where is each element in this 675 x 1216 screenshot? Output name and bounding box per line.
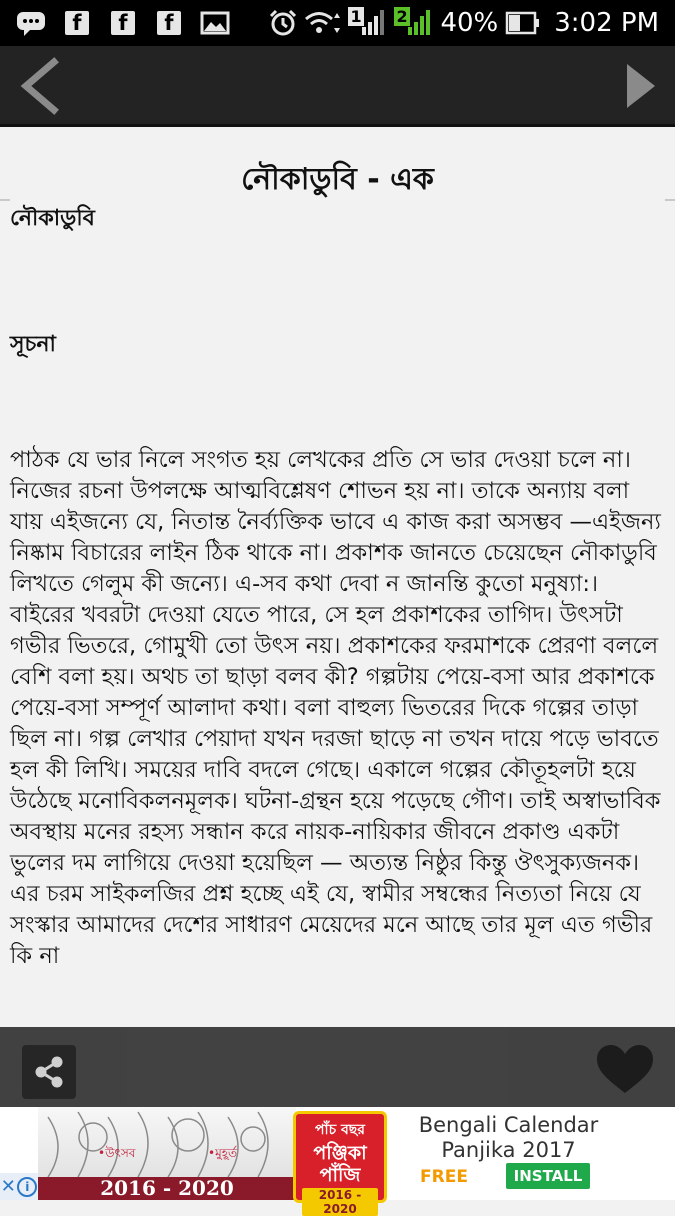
book-name: নৌকাডুবি: [10, 206, 95, 231]
ad-cta-row: [420, 1163, 620, 1191]
sim2-label: 2: [396, 7, 408, 26]
battery-icon: [508, 9, 538, 37]
share-button[interactable]: [22, 1045, 76, 1099]
book-cover-line: 2016 - 2020: [302, 1188, 378, 1216]
ad-choices[interactable]: [0, 1173, 38, 1200]
ad-book-cover: [293, 1111, 387, 1216]
ad-banner[interactable]: [0, 1107, 675, 1216]
system-indicators: [268, 8, 675, 38]
sim1-label: 1: [350, 7, 362, 26]
book-cover-line: পাঁচ বছর: [315, 1122, 365, 1138]
body-text: পাঠক যে ভার নিলে সংগত হয় লেখকের প্রতি সে ভার দেওয়া চলে না। নিজের রচনা উপলক্ষে আত্মবিশ্লেষণ শোভন হয় না। তাকে অন্যায় বলা যায় এইজন্যে যে, নিতান্ত নৈর্ব্যক্তিক ভাবে এ কাজ করা অসম্ভব —এইজন্য নিষ্কাম বিচারের লাইন ঠিক থাকে না। প্রকাশক জানতে চেয়েছেন নৌকাডুবি লিখতে গেলুম কী জন্যে। এ-সব কথা দেবা ন জানন্তি কুতো মনুষ্যা:। বাইরের খবরটা দেওয়া যেতে পারে, সে হল প্রকাশকের তাগিদ। উৎসটা গভীর ভিতরে, গোমুখী তো উৎস নয়। প্রকাশকের ফরমাশকে প্রেরণা বললে বেশি বলা হয়। অথচ তা ছাড়া বলব কী? গল্পটায় পেয়ে-বসা আর প্রকাশকে পেয়ে-বসা সম্পূর্ণ আলাদা কথা। বলা বাহুল্য ভিতরের দিকে গল্পের তাড়া ছিল না। গল্প লেখার পেয়াদা যখন দরজা ছাড়ে না তখন দায়ে পড়ে ভাবতে হল কী লিখি। সময়ের দাবি বদলে গেছে। একালে গল্পের কৌতূহলটা হয়ে উঠেছে মনোবিকলনমূলক। ঘটনা-গ্রন্থন হয়ে পড়েছে গৌণ। তাই অস্বাভাবিক অবস্থায় মনের রহস্য সন্ধান করে নায়ক-নায়িকার জীবনে প্রকাণ্ড একটা ভুলের দম লাগিয়ে দেওয়া হয়েছিল — অত্যন্ত নিষ্ঠুর কিন্তু ঔৎসুক্যজনক। এর চরম সাইকলজির প্রশ্ন হচ্ছে এই যে, স্বামীর সম্বন্ধের নিত্যতা নিয়ে যে সংস্কার আমাদের দেশের সাধারণ মেয়েদের মনে আছে তার মূল এত গভীর কি না: [10, 447, 661, 969]
book-cover-line: পঞ্জিকা: [313, 1142, 367, 1164]
ad-copy: [396, 1113, 621, 1163]
favorite-button[interactable]: [595, 1043, 655, 1097]
ad-date-range: 2016 - 2020: [38, 1177, 296, 1200]
install-button[interactable]: INSTALL: [506, 1163, 590, 1189]
top-navigation-bar: [0, 46, 675, 127]
alarm-icon: [268, 9, 298, 37]
facebook-icon: f: [154, 9, 184, 37]
play-right-icon[interactable]: [621, 56, 661, 112]
divider: [665, 199, 675, 201]
share-icon: [31, 1054, 67, 1090]
reading-pane[interactable]: [0, 127, 675, 1027]
bottom-action-bar: [0, 1027, 675, 1107]
chevron-left-icon[interactable]: [12, 56, 68, 112]
close-icon[interactable]: ✕: [0, 1176, 16, 1197]
heart-icon: [595, 1043, 655, 1097]
ad-art-label: •উৎসব: [98, 1146, 136, 1160]
ad-free-label: FREE: [420, 1167, 468, 1187]
signal-icon: [394, 9, 430, 37]
facebook-icon: f: [62, 9, 92, 37]
wifi-icon: [308, 9, 338, 37]
chat-icon: [16, 9, 46, 37]
book-cover-line: পাঁজি: [319, 1164, 361, 1186]
battery-percent: 40%: [440, 8, 499, 38]
facebook-icon: f: [108, 9, 138, 37]
page-title: নৌকাডুবি - এক: [241, 162, 434, 197]
notification-icons: [0, 9, 230, 37]
ornament-pattern: [38, 1107, 296, 1181]
signal-icon: [348, 9, 384, 37]
gallery-icon: [200, 9, 230, 37]
section-heading: সূচনা: [10, 332, 56, 357]
status-bar: [0, 0, 675, 46]
ad-title: Bengali Calendar Panjika 2017: [418, 1113, 599, 1162]
clock: 3:02 PM: [554, 8, 659, 38]
info-icon[interactable]: i: [17, 1177, 37, 1197]
ad-art-label: •মুহূর্ত: [208, 1146, 238, 1160]
divider: [0, 199, 10, 201]
